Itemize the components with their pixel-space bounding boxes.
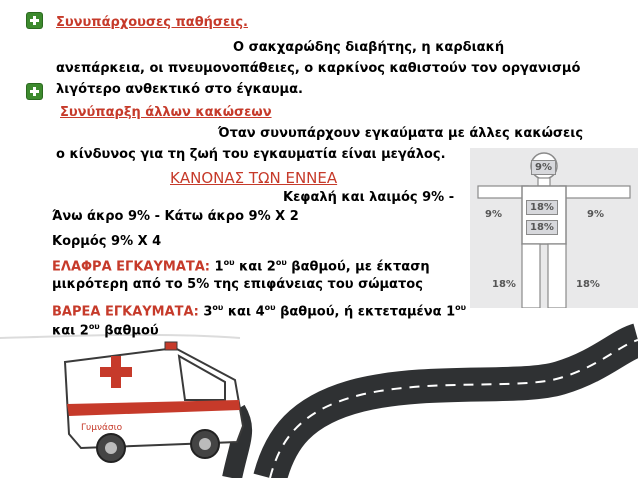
heavy-burns-text-a: 3 [203,304,213,320]
pct-right-leg: 18% [576,279,600,290]
pct-left-leg: 18% [492,279,516,290]
heavy-burns-line2-sup: ου [88,322,100,331]
heavy-burns-label: ΒΑΡΕΑ ΕΓΚΑΥΜΑΤΑ: [52,304,199,320]
ambulance-side-text: Γυμνάσιο [81,423,123,433]
bullet-1-title: Συνυπάρχουσες παθήσεις. [56,15,248,30]
heavy-burns-text-b: και 4 [223,304,265,320]
heavy-burns-line-1 [52,303,466,319]
light-burns-sup-b: ου [275,258,287,267]
bullet-2-title: Συνύπαρξη άλλων κακώσεων [60,105,272,120]
light-burns-text-c: βαθμού, με έκταση [286,259,430,275]
rule-head-line: Κεφαλή και λαιμός 9% - [283,190,455,205]
ambulance-illustration [55,330,255,470]
bullet-1-line-1: Ο σακχαρώδης διαβήτης, η καρδιακή [233,40,505,55]
light-burns-sup-a: ου [223,258,235,267]
plus-bullet-icon [27,13,42,28]
bullet-1-line-2: ανεπάρκεια, οι πνευμονοπάθειες, ο καρκίνος καθιστούν τον οργανισμό [56,61,581,76]
pct-back: 18% [526,220,558,235]
bullet-2-line-1: Όταν συνυπάρχουν εγκαύματα με άλλες κακώσεις [218,126,584,141]
light-burns-line-1 [52,258,430,274]
pct-head: 9% [531,160,556,175]
light-burns-label: ΕΛΑΦΡΑ ΕΓΚΑΥΜΑΤΑ: [52,259,211,275]
bullet-1-line-3: λιγότερο ανθεκτικό στο έγκαυμα. [56,82,303,97]
light-burns-text-a: 1 [214,259,224,275]
heavy-burns-line2-b: βαθμού [99,323,159,339]
pct-right-arm: 9% [587,209,604,220]
rule-of-nines-title: ΚΑΝΟΝΑΣ ΤΩΝ ΕΝΝΕΑ [170,169,338,187]
heavy-burns-sup-c: ου [455,303,467,312]
light-burns-line-2: μικρότερη από το 5% της επιφάνειας του σώματος [52,277,423,292]
heavy-burns-sup-a: ου [212,303,224,312]
bullet-2-line-2: ο κίνδυνος για τη ζωή του εγκαυματία είναι μεγάλος. [56,147,446,162]
plus-bullet-icon [27,84,42,99]
heavy-burns-sup-b: ου [264,303,276,312]
heavy-burns-text-c: βαθμού, ή εκτεταμένα 1 [275,304,456,320]
light-burns-text-b: και 2 [234,259,276,275]
body-figure-panel [470,148,638,308]
rule-torso-line: Κορμός 9% Χ 4 [52,234,162,249]
pct-chest: 18% [526,200,558,215]
rule-limbs-line: Άνω άκρο 9% - Κάτω άκρο 9% Χ 2 [52,209,299,224]
pct-left-arm: 9% [485,209,502,220]
heavy-burns-line2-a: και 2 [52,323,89,339]
